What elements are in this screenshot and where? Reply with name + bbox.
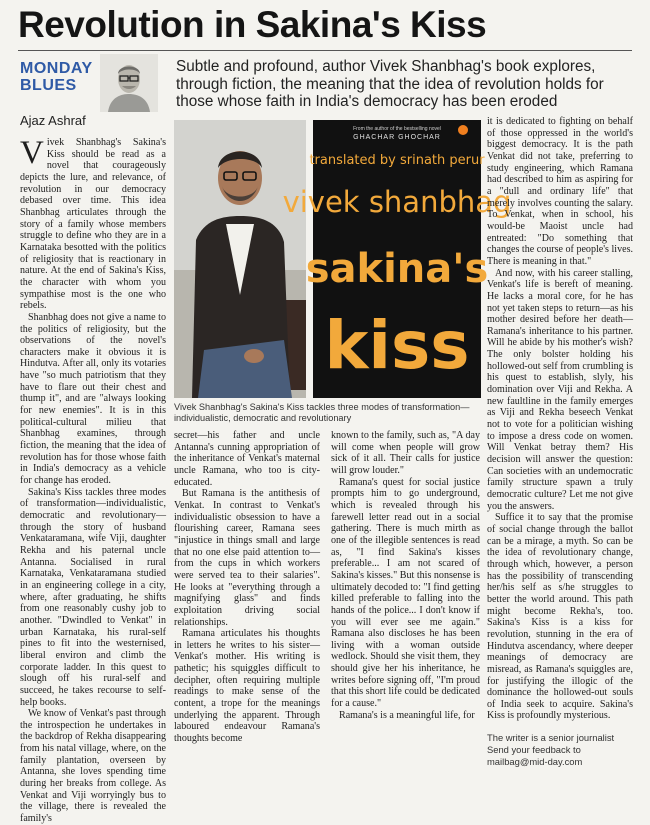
article-column-4 xyxy=(487,116,633,768)
headline: Revolution in Sakina's Kiss xyxy=(18,4,487,45)
article-column-1 xyxy=(20,135,166,825)
publisher-logo-icon xyxy=(458,125,468,135)
paragraph xyxy=(20,137,166,312)
article-column-2 xyxy=(174,430,320,745)
author-note: The writer is a senior journalist xyxy=(487,732,615,744)
book-tagline: From the author of the bestselling novel xyxy=(353,126,441,132)
paragraph: secret—his father and uncle Antanna's cunning appropriation of the inheritance of Venkat's maternal uncle Ramana, who too is city-educated. xyxy=(174,430,320,488)
author-headshot xyxy=(100,54,158,112)
photo-caption: Vivek Shanbhag's Sakina's Kiss tackles three modes of transformation—individualistic, democratic and revolutionary xyxy=(174,402,470,423)
feedback-email: mailbag@mid-day.com xyxy=(487,756,583,768)
paragraph: And now, with his career stalling, Venkat's life is bereft of meaning. He lacks a moral core, for he has not yet taken steps to return—as his mother desired before her death—Ramana's inheritance to his partner. Will he abide by his mother's wish? The only bolster holding his hollowed-out self from crumbling is his quest to establish, slyly, his domination over Viji and Rekha. A new faultline in the family emerges as Viji and Rekha beseech Venkat not to vote for a politician wishing to impose a dress code on women. Will Venkat betray them? His decision will answer the question: Can societies with an undemocratic family structure spawn a truly democratic culture? Let me not give you the answers. xyxy=(487,267,633,512)
book-title-line2: kiss xyxy=(324,307,470,384)
paragraph: Shanbhag does not give a name to the politics of religiosity, but the observations of the novel's characters make it obvious it is Hindutva. After all, only its votaries have "so much patriotism that they have to flare out their chest and thump it", and are "always looking for new enemies". It is in this political-cultural milieu that Shanbhag examines, through fiction, the meaning that the idea of revolution has for those whose faith in India's democracy as a vehicle for change has eroded. xyxy=(20,311,166,487)
paragraph: it is dedicated to fighting on behalf of those oppressed in the world's biggest democracy. It is the path Venkat did not take, preferring to study engineering, which Ramana had described to him as aspiring for a "dull and ordinary life" that merely involves counting the salary. To Venkat, when in school, his would-be Maoist uncle had entreated: "Do something that changes the course of people's lives. There is meaning in that." xyxy=(487,116,633,267)
author-photo xyxy=(174,120,306,398)
book-translator: translated by srinath perur xyxy=(309,153,485,168)
book-title-line1: sakina's xyxy=(305,246,489,292)
paragraph: Suffice it to say that the promise of social change through the ballot can be a mirage, a myth. So can be the idea of revolutionary change, through which, however, a person has the possibility of transcending her/his self as s/he struggles to better the world around. This path might become Rekha's, too. Sakina's Kiss is a kiss for revolution, stunning in the era of Hindutva ascendancy, where deeper meanings of democracy are misread, as Ramana's squiggles are, for justifying the illogic of the dominance the hollowed-out souls of India seek to acquire. Sakina's Kiss is profoundly mysterious. xyxy=(487,512,633,722)
drop-cap: V xyxy=(20,135,44,171)
column-label-line1: MONDAY xyxy=(20,60,93,77)
paragraph-text: ivek Shanbhag's Sakina's Kiss should be read as a novel that courageously depicts the lure, and relevance, of revolution in our democracy debased over time. This idea Shanbhag articulates through the story of a family whose members struggle to define who they are in a Karnataka besotted with the politics of religiosity that is reactionary in nature. At the end of Sakina's Kiss, the character with whom you sympathise most is the one who rebels. xyxy=(20,137,166,312)
column-label xyxy=(20,60,93,94)
article-column-3 xyxy=(331,430,480,721)
paragraph: We know of Venkat's past through the introspection he undertakes in the backdrop of Rekha disappearing from his natal village, where, on the family plantation, overseen by Antanna, she loves spending time during her breaks from college. As Venkat and Viji worryingly bus to the village, there is revealed the family's xyxy=(20,708,166,825)
paragraph: Ramana's is a meaningful life, for xyxy=(339,709,475,721)
byline: Ajaz Ashraf xyxy=(20,113,86,128)
dek: Subtle and profound, author Vivek Shanbhag's book explores, through fiction, the meaning that the idea of revolution holds for those whose faith in India's democracy has been eroded xyxy=(176,58,604,110)
paragraph: known to the family, such as, "A day will come when people will grow sick of it all. Their calls for justice will grow louder." xyxy=(331,430,480,476)
paragraph: Ramana articulates his thoughts in letters he writes to his sister—Venkat's mother. His writing is pathetic; his squiggles difficult to decipher, often requiring multiple readings to make sense of the content, a trope for the meanings underlying the apparent. Through laboured endeavour Ramana's thoughts become xyxy=(174,628,320,745)
paragraph: Ramana's quest for social justice prompts him to go underground, which is revealed through his farewell letter read out in a social gathering. There is much mirth as one of the illegible sentences is read as, "I find Sakina's kisses preferable... I am not scared of Sakina's kisses." But this nonsense is ultimately decoded to: "I find getting killed preferable to falling into the hands of the police... I don't know if you will ever see me again." Ramana also discloses he has been living with a woman outside wedlock. Should she visit them, they should give her his inheritance, he writes before signing off, "I'm proud that this short life could be dedicated for a cause." xyxy=(331,476,480,710)
paragraph: Sakina's Kiss tackles three modes of transformation—individualistic, democratic and revolutionary—through the story of husband Venkataramana, wife Viji, daughter Rekha and his paternal uncle Antanna. Socialised in rural Karnataka, Venkataramana studied in an engineering college in a city, where, after graduating, he shifts from one reasonably cushy job to another. "Dwindled to Venkat" in urban Karnataka, his rural-self pines to fit into the westernised, liberal environ and climb the corporate ladder. In this quest to slough off his rural-self and succeed, he takes recourse to self-help books. xyxy=(20,486,166,708)
book-author: vivek shanbhag xyxy=(282,185,512,219)
paragraph: But Ramana is the antithesis of Venkat. In contrast to Venkat's individualistic obsession to have a flourishing career, Ramana sees "injustice in things small and large that no one else paid attention to—from the cups in which workers were served tea to their salaries". He looks at "everything through a magnifying glass" and finds exploitation driving social relationships. xyxy=(174,488,320,628)
book-previous-title: GHACHAR GHOCHAR xyxy=(353,134,441,141)
headline-rule xyxy=(18,50,632,51)
feedback-line: Send your feedback to xyxy=(487,744,581,756)
column-label-line2: BLUES xyxy=(20,77,77,94)
book-cover xyxy=(282,120,512,398)
author-note-block xyxy=(487,732,633,768)
